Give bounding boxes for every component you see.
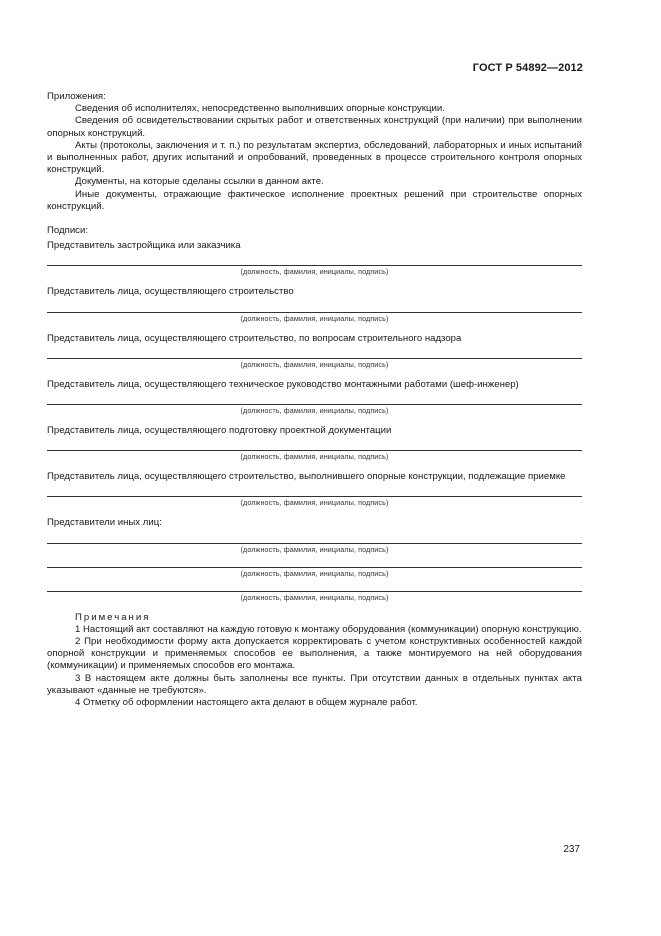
appendix-title: Приложения: [47,91,106,102]
document-header: ГОСТ Р 54892—2012 [472,62,583,74]
signature-line [47,437,582,451]
signature-caption: (должность, фамилия, инициалы, подпись) [240,544,389,554]
representative-label: Представитель лица, осуществляющего строительство [47,286,294,298]
note-item: 3 В настоящем акте должны быть заполнены все пункты. При отсутствии данных в отдельных пунктах акта указывают «данные не требуются». [47,672,582,696]
appendix-item: Сведения об исполнителях, непосредственно выполнивших опорные конструкции. [75,103,445,115]
appendix-item: Иные документы, отражающие фактическое исполнение проектных решений при строительстве опорных конструкций. [47,188,582,212]
signature-caption: (должность, фамилия, инициалы, подпись) [240,267,389,277]
note-item: 1 Настоящий акт составляют на каждую готовую к монтажу оборудования (коммуникации) опорную конструкцию. [75,623,582,635]
signature-line [47,252,582,266]
note-item: 2 При необходимости форму акта допускается корректировать с учетом конструктивных особенностей каждой опорной конструкции и применяемых способов ее выполнения, а также монтируемого на ней оборудования (коммуникации) и применяемых способов его монтажа. [47,636,582,672]
representative-label: Представитель застройщика или заказчика [47,240,241,252]
representative-label: Представитель лица, осуществляющего строительство, выполнившего опорные конструкции, подлежащие приемке [47,471,566,483]
signature-line [47,483,582,497]
signature-caption: (должность, фамилия, инициалы, подпись) [240,452,389,462]
notes-title: Примечания [75,611,151,623]
representative-label: Представитель лица, осуществляющего строительство, по вопросам строительного надзора [47,332,462,344]
representative-label: Представитель лица, осуществляющего подготовку проектной документации [47,425,392,437]
signature-line [47,299,582,313]
signature-line [47,554,582,568]
signature-line [47,530,582,544]
signature-line [47,345,582,359]
signature-caption: (должность, фамилия, инициалы, подпись) [240,359,389,369]
signature-caption: (должность, фамилия, инициалы, подпись) [240,498,389,508]
signature-caption: (должность, фамилия, инициалы, подпись) [240,406,389,416]
document-body [47,91,582,709]
page-number: 237 [563,844,580,855]
signature-line [47,391,582,405]
representative-label: Представители иных лиц: [47,517,162,529]
appendix-item: Акты (протоколы, заключения и т. п.) по результатам экспертиз, обследований, лабораторных и иных испытаний и выполненных работ, других испытаний и опробований, проведенных в процессе строительного контроля опорных конструкций. [47,139,582,176]
signature-caption: (должность, фамилия, инициалы, подпись) [240,592,389,602]
appendix-item: Документы, на которые сделаны ссылки в данном акте. [75,176,324,188]
signatures-title: Подписи: [47,225,88,237]
note-item: 4 Отметку об оформлении настоящего акта делают в общем журнале работ. [75,697,418,709]
signature-caption: (должность, фамилия, инициалы, подпись) [240,568,389,578]
representative-label: Представитель лица, осуществляющего техническое руководство монтажными работами (шеф-инженер) [47,378,519,390]
signature-line [47,578,582,592]
signature-caption: (должность, фамилия, инициалы, подпись) [240,313,389,323]
appendix-item: Сведения об освидетельствовании скрытых работ и ответственных конструкций (при наличии) при выполнении опорных конструкций. [47,115,582,139]
